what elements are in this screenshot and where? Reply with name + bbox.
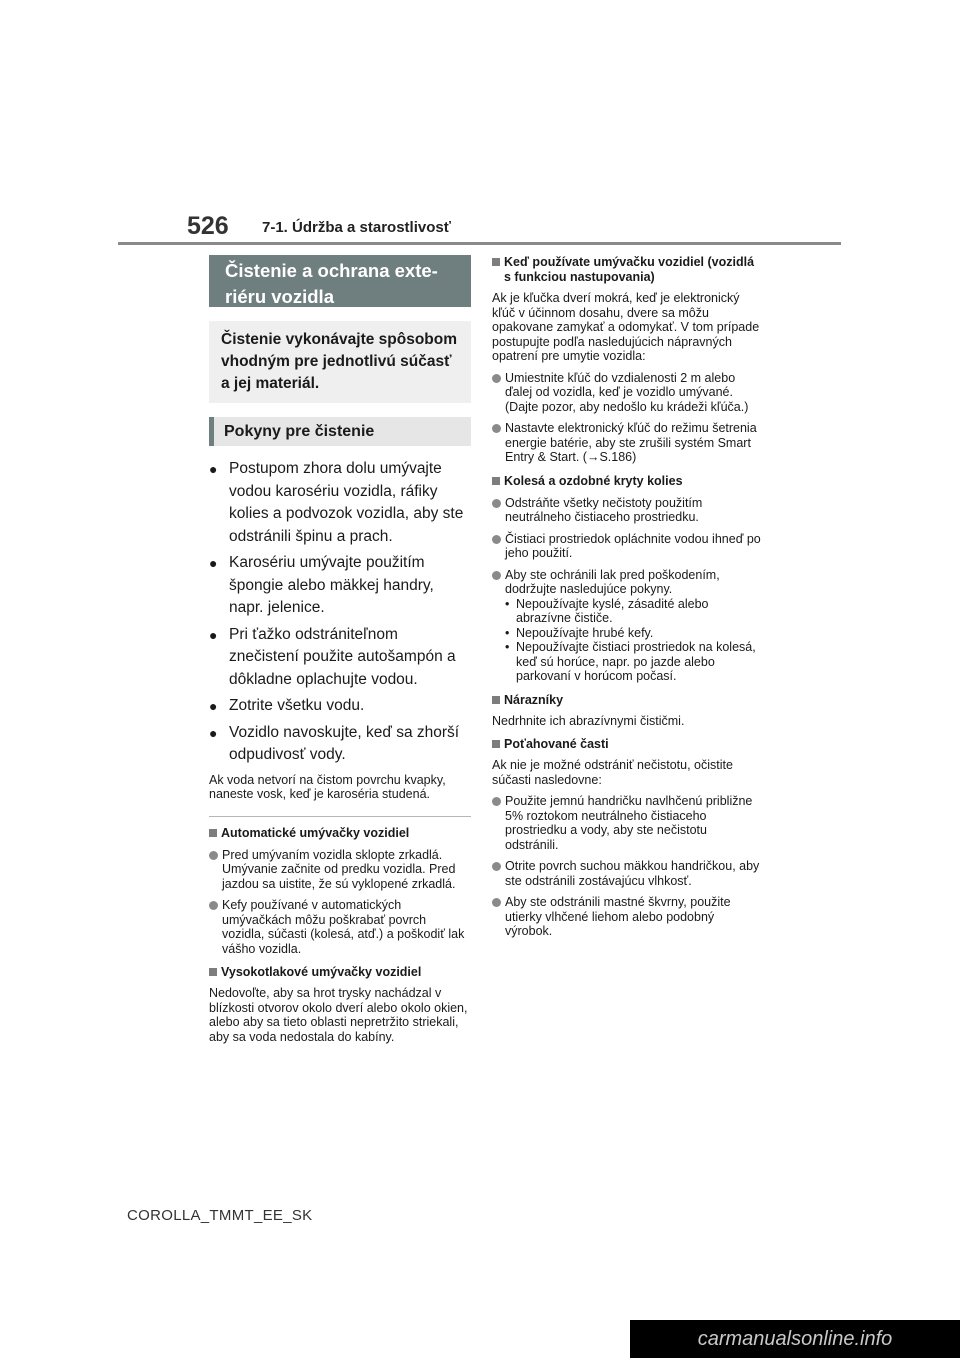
list-item: Odstráňte všetky nečistoty použitím neutrálneho čistiaceho prostriedku. [492,496,762,525]
bullet-icon: ● [209,724,218,741]
bumpers-heading: Nárazníky [492,693,762,708]
list-item: Otrite povrch suchou mäkkou handričkou, aby ste odstránili zostávajúcu vlhkosť. [492,859,762,888]
list-item: ● Pri ťažko odstrániteľnom znečistení použite autošampón a dôkladne oplachujte vodou. [209,625,456,688]
smart-entry-heading: Keď používate umývačku vozidiel (vozidlá s funkciou nastupovania) [492,255,762,285]
wheel-care-list [492,597,762,684]
auto-wash-heading: Automatické umývačky vozidiel [209,826,471,841]
smart-entry-text: Ak je kľučka dverí mokrá, keď je elektronický kľúč v účinnom dosahu, dvere sa môžu opakovane zamykať a odomykať. V tom prípade postupujte podľa nasledujúcich nápravných opatrení pre umytie vozidla: [492,291,760,363]
bullet-icon: ● [209,461,218,477]
wheels-heading: Kolesá a ozdobné kryty kolies [492,474,762,489]
list-item: • Nepoužívajte čistiaci prostriedok na kolesá, keď sú horúce, napr. po jazde alebo parkovaní v horúcom počasí. [505,640,762,684]
list-item: Kefy používané v automatických umývačkách môžu poškrabať povrch vozidla, súčasti (kolesá, atď.) a poškodiť lak vášho vozidla. [209,898,471,956]
page-number: 526 [187,212,229,240]
chapter-title: Čistenie a ochrana exte-riéru vozidla [209,255,471,307]
section-subtitle: Pokyny pre čistenie [209,417,471,446]
list-item: ● Postupom zhora dolu umývajte vodou karosériu vozidla, ráfiky kolies a podvozok vozidla, aby ste odstránili špinu a prach. [209,460,464,545]
bullet-icon: ● [209,555,218,571]
pressure-wash-text: Nedovoľte, aby sa hrot trysky nachádzal v blízkosti otvorov okolo dverí alebo okolo okien, alebo aby sa tieto oblasti nepretržito striekali, aby sa voda nedostala do kabíny. [209,986,468,1044]
bullet-icon: ● [209,626,218,643]
header-divider [118,242,841,245]
plated-parts-heading: Poťahované časti [492,737,762,752]
list-item: Nastavte elektronický kľúč do režimu šetrenia energie batérie, aby ste zrušili systém Smart Entry & Start. (→S.186) [492,421,762,465]
right-column [492,255,762,939]
list-item: • Nepoužívajte hrubé kefy. [505,626,762,641]
watermark: carmanualsonline.info [630,1320,960,1358]
list-item: Umiestnite kľúč do vzdialenosti 2 m alebo ďalej od vozidla, keď je vozidlo umývané. (Dajte pozor, aby nedošlo ku krádeži kľúča.) [492,371,762,415]
bumpers-text: Nedrhnite ich abrazívnymi čističmi. [492,713,685,728]
list-item: ● Zotrite všetku vodu. [209,695,471,718]
list-item: Aby ste ochránili lak pred poškodením, dodržujte nasledujúce pokyny. [492,568,762,597]
wax-note: Ak voda netvorí na čistom povrchu kvapky, naneste vosk, keď je karoséria studená. [209,773,471,817]
list-item: • Nepoužívajte kyslé, zásadité alebo abrazívne čističe. [505,597,762,626]
lead-text: Čistenie vykonávajte spôsobom vhodným pre jednotlivú súčasť a jej materiál. [209,321,471,403]
section-title: 7-1. Údržba a starostlivosť [262,219,451,236]
left-column [209,255,471,1044]
list-item: Aby ste odstránili mastné škvrny, použite utierky vlhčené liehom alebo podobný výrobok. [492,895,762,939]
list-item: ● Karosériu umývajte použitím špongie alebo mäkkej handry, napr. jelenice. [209,554,434,616]
bullet-icon: ● [209,698,218,714]
document-code: COROLLA_TMMT_EE_SK [127,1207,313,1224]
pressure-wash-heading: Vysokotlakové umývačky vozidiel [209,965,471,980]
cleaning-steps-list [209,458,471,767]
list-item: ● Vozidlo navoskujte, keď sa zhorší odpudivosť vody. [209,723,460,763]
list-item: Použite jemnú handričku navlhčenú približne 5% roztokom neutrálneho čistiaceho prostriedku a vody, aby ste nečistotu odstránili. [492,794,762,852]
plated-parts-text: Ak nie je možné odstrániť nečistotu, očistite súčasti nasledovne: [492,758,733,787]
list-item: Čistiaci prostriedok opláchnite vodou ihneď po jeho použití. [492,532,762,561]
list-item: Pred umývaním vozidla sklopte zrkadlá. Umývanie začnite od predku vozidla. Pred jazdou sa uistite, že sú vyklopené zrkadlá. [209,848,471,892]
